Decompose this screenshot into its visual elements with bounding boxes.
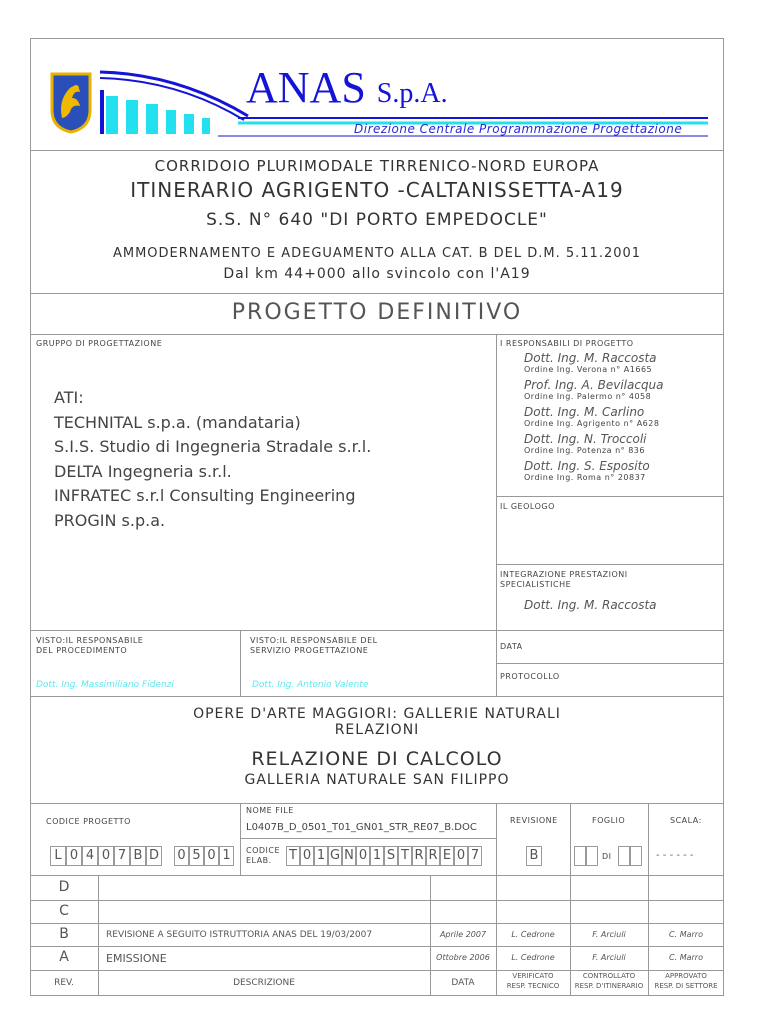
rev-verified: L. Cedrone [511, 930, 555, 939]
revision-label: REVISIONE [510, 816, 558, 825]
member-5: INFRATEC s.r.l Consulting Engineering [54, 486, 356, 505]
revision-box: B [526, 846, 542, 866]
project-code-label: CODICE PROGETTO [46, 817, 131, 826]
project-phase: PROGETTO DEFINITIVO [231, 300, 523, 325]
file-name-label: NOME FILE [246, 806, 294, 815]
company-name-main: ANAS [246, 63, 366, 112]
header-rev: REV. [54, 978, 74, 988]
protocol-label: PROTOCOLLO [500, 672, 560, 681]
elab-box: 0 [454, 846, 468, 866]
elab-box: 1 [370, 846, 384, 866]
elab-box: N [342, 846, 356, 866]
serv-name: Dott. Ing. Antonio Valente [252, 680, 369, 690]
subject-line-1: OPERE D'ARTE MAGGIORI: GALLERIE NATURALI [193, 706, 561, 722]
revisions-header [30, 970, 724, 996]
responsibles-label: I RESPONSABILI DI PROGETTO [500, 339, 634, 348]
responsible-2 [524, 379, 720, 406]
title-line-3: S.S. N° 640 "DI PORTO EMPEDOCLE" [206, 210, 548, 230]
revision-row [30, 875, 724, 900]
responsible-name: Dott. Ing. M. Raccosta [524, 351, 657, 365]
elab-box: E [440, 846, 454, 866]
responsible-order: Ordine Ing. Agrigento n° A628 [524, 419, 660, 428]
responsible-order: Ordine Ing. Roma n° 20837 [524, 473, 646, 482]
document-subtitle: GALLERIA NATURALE SAN FILIPPO [244, 772, 510, 788]
title-line-2: ITINERARIO AGRIGENTO -CALTANISSETTA-A19 [130, 178, 624, 202]
elab-box: T [286, 846, 300, 866]
integration-label-1: INTEGRAZIONE PRESTAZIONI [500, 570, 628, 579]
elab-box: 7 [468, 846, 482, 866]
elab-box: R [412, 846, 426, 866]
responsible-name: Dott. Ing. M. Carlino [524, 405, 645, 419]
elab-box: T [398, 846, 412, 866]
header-description: DESCRIZIONE [233, 978, 295, 988]
responsible-order: Ordine Ing. Potenza n° 836 [524, 446, 645, 455]
company-name [246, 64, 448, 118]
number-box: 0 [174, 846, 189, 866]
integration-name: Dott. Ing. M. Raccosta [524, 598, 657, 612]
code-box: B [130, 846, 146, 866]
rev-verified: L. Cedrone [511, 953, 555, 962]
member-4: DELTA Ingegneria s.r.l. [54, 461, 232, 481]
responsible-5 [524, 460, 720, 487]
header-approved-2: RESP. DI SETTORE [654, 982, 718, 990]
rev-checked: F. Arciuli [592, 953, 626, 962]
scale-label: SCALA: [670, 816, 702, 825]
member-2: TECHNITAL s.p.a. (mandataria) [54, 412, 301, 432]
sheet-box [618, 846, 630, 866]
responsible-name: Dott. Ing. N. Troccoli [524, 432, 647, 446]
anas-logo [48, 70, 94, 134]
rev-letter: A [59, 949, 69, 965]
phase-box: D [146, 846, 162, 866]
responsibles-list [524, 352, 720, 487]
code-box: 7 [114, 846, 130, 866]
sheet-box [630, 846, 642, 866]
rev-description: EMISSIONE [106, 952, 167, 965]
code-box: L [50, 846, 66, 866]
number-box: 1 [219, 846, 234, 866]
rev-approved: C. Marro [669, 930, 703, 939]
geologist-label: IL GEOLOGO [500, 502, 555, 511]
header-checked-1: CONTROLLATO [582, 972, 636, 980]
company-name-suffix: S.p.A. [376, 78, 448, 109]
proc-label-2: DEL PROCEDIMENTO [36, 646, 128, 655]
proc-name: Dott. Ing. Massimiliano Fidenzi [36, 680, 174, 690]
responsible-order: Ordine Ing. Verona n° A1665 [524, 365, 653, 374]
title-line-5: Dal km 44+000 allo svincolo con l'A19 [223, 266, 531, 282]
revision-row [30, 900, 724, 923]
proc-label-1: VISTO:IL RESPONSABILE [36, 636, 144, 645]
rev-letter: B [59, 926, 69, 942]
sheet-box [574, 846, 586, 866]
sheet-of: DI [602, 852, 612, 861]
file-name: L0407B_D_0501_T01_GN01_STR_RE07_B.DOC [246, 822, 477, 833]
title-line-1: CORRIDOIO PLURIMODALE TIRRENICO-NORD EUROPA [154, 157, 600, 175]
serv-label-1: VISTO:IL RESPONSABILE DEL [250, 636, 378, 645]
design-group-label: GRUPPO DI PROGETTAZIONE [36, 339, 163, 348]
revision-row [30, 946, 724, 970]
rev-letter: C [59, 903, 69, 919]
rev-description: REVISIONE A SEGUITO ISTRUTTORIA ANAS DEL 19/03/2007 [106, 930, 373, 940]
rev-date: Ottobre 2006 [436, 953, 490, 962]
sheet-box [586, 846, 598, 866]
rev-checked: F. Arciuli [592, 930, 626, 939]
elab-box: 0 [300, 846, 314, 866]
elab-box: G [328, 846, 342, 866]
responsible-3 [524, 406, 720, 433]
sheet-label: FOGLIO [592, 816, 626, 825]
scale-value: - - - - - - [656, 850, 694, 861]
responsible-4 [524, 433, 720, 460]
code-box: 0 [66, 846, 82, 866]
responsible-name: Dott. Ing. S. Esposito [524, 459, 650, 473]
number-box: 5 [189, 846, 204, 866]
elab-box: S [384, 846, 398, 866]
code-box: 0 [98, 846, 114, 866]
elab-box: 0 [356, 846, 370, 866]
serv-label-2: SERVIZIO PROGETTAZIONE [250, 646, 369, 655]
member-1: ATI: [54, 388, 84, 407]
revision-row [30, 923, 724, 946]
rev-letter: D [58, 879, 70, 895]
code-box: 4 [82, 846, 98, 866]
data-label: DATA [500, 642, 523, 651]
design-group-members [54, 386, 371, 533]
header-verified-1: VERIFICATO [512, 972, 554, 980]
integration-label-2: SPECIALISTICHE [500, 580, 572, 589]
document-title: RELAZIONE DI CALCOLO [251, 748, 503, 770]
elab-box: R [426, 846, 440, 866]
responsible-order: Ordine Ing. Palermo n° 4058 [524, 392, 652, 401]
elab-label-1: CODICE [246, 846, 281, 855]
elab-box: 1 [314, 846, 328, 866]
number-box: 0 [204, 846, 219, 866]
responsible-name: Prof. Ing. A. Bevilacqua [524, 378, 664, 392]
subject-line-2: RELAZIONI [334, 722, 420, 738]
title-line-4: AMMODERNAMENTO E ADEGUAMENTO ALLA CAT. B DEL D.M. 5.11.2001 [112, 246, 642, 261]
responsible-1 [524, 352, 720, 379]
rev-approved: C. Marro [669, 953, 703, 962]
division-name: Direzione Centrale Programmazione Progettazione [354, 122, 683, 136]
header-date: DATA [451, 978, 475, 988]
member-3: S.I.S. Studio di Ingegneria Stradale s.r.l. [54, 437, 372, 456]
header-approved-1: APPROVATO [665, 972, 707, 980]
header-verified-2: RESP. TECNICO [506, 982, 560, 990]
rev-date: Aprile 2007 [439, 930, 487, 939]
elab-label-2: ELAB. [246, 856, 272, 865]
member-6: PROGIN s.p.a. [54, 510, 166, 530]
header-checked-2: RESP. D'ITINERARIO [574, 982, 644, 990]
